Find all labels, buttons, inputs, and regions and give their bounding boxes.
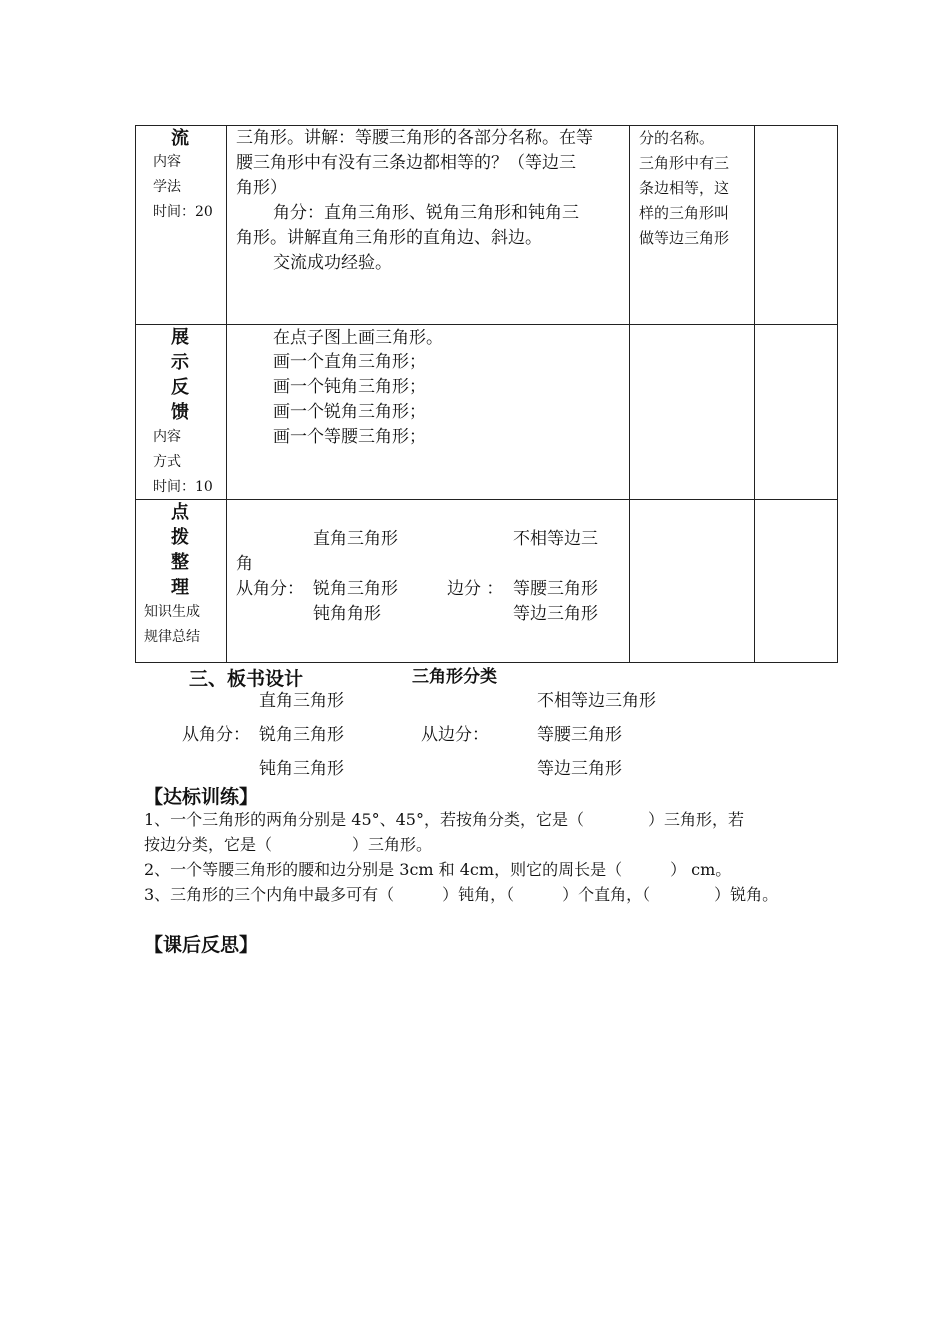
angle-type: 直角三角形 [313, 529, 398, 549]
side-type: 等腰三角形 [513, 579, 598, 599]
angle-type: 锐角三角形 [259, 725, 344, 745]
section-heading: 【达标训练】 [144, 786, 259, 808]
row-note-line: 样的三角形叫 [639, 204, 730, 222]
angle-prefix: 从角分： [236, 579, 304, 599]
row-note-line: 做等边三角形 [639, 229, 730, 247]
row-label: 拨 [171, 527, 189, 548]
table-border-right [837, 125, 838, 663]
angle-prefix: 从角分： [182, 725, 250, 745]
row-sublabel: 学法 [153, 179, 181, 195]
side-type: 等腰三角形 [537, 725, 622, 745]
row-content-line: 画一个钝角三角形； [273, 377, 426, 397]
angle-type: 锐角三角形 [313, 579, 398, 599]
side-type: 不相等边三角形 [537, 691, 656, 711]
table-column-divider [226, 125, 227, 663]
table-border-left [135, 125, 136, 663]
row-label: 馈 [171, 402, 189, 423]
table-column-divider [754, 125, 755, 663]
table-column-divider [629, 125, 630, 663]
row-label: 流 [171, 128, 189, 149]
row-content-line: 腰三角形中有没有三条边都相等的？（等边三 [236, 153, 576, 173]
angle-type: 直角三角形 [259, 691, 344, 711]
row-note-line: 条边相等，这 [639, 179, 730, 197]
row-sublabel: 时间：20 [153, 204, 213, 220]
row-label: 理 [171, 577, 189, 598]
row-sublabel: 内容 [153, 154, 181, 170]
angle-wrap: 角 [236, 554, 253, 574]
board-title: 三角形分类 [412, 667, 497, 687]
practice-line: 3、三角形的三个内角中最多可有（ ）钝角，（ ）个直角，（ ）锐角。 [144, 885, 779, 904]
row-sublabel: 时间：10 [153, 479, 213, 495]
row-content-line: 角分：直角三角形、锐角三角形和钝角三 [273, 203, 579, 223]
angle-type: 钝角角形 [313, 604, 381, 624]
table-border-bottom [135, 662, 837, 663]
row-label: 展 [171, 327, 189, 348]
row-label: 整 [171, 552, 189, 573]
side-prefix: 边分 ： [447, 579, 504, 599]
row-sublabel: 规律总结 [144, 629, 200, 645]
row-content-line: 交流成功经验。 [273, 253, 392, 273]
row-content-line: 画一个等腰三角形； [273, 427, 426, 447]
row-note-line: 分的名称。 [639, 129, 715, 147]
practice-line: 1、一个三角形的两角分别是 45°、45°，若按角分类，它是（ ）三角形，若 [144, 810, 744, 829]
row-sublabel: 内容 [153, 429, 181, 445]
row-content-line: 画一个直角三角形； [273, 352, 426, 372]
table-row-divider [135, 499, 837, 500]
row-content-line: 在点子图上画三角形。 [273, 328, 443, 348]
side-type: 等边三角形 [513, 604, 598, 624]
row-content-line: 角形） [236, 178, 287, 198]
practice-line: 2、一个等腰三角形的腰和边分别是 3cm 和 4cm，则它的周长是（ ） cm。 [144, 860, 732, 879]
practice-line: 按边分类，它是（ ）三角形。 [144, 835, 433, 854]
table-row-divider [135, 324, 837, 325]
row-content-line: 画一个锐角三角形； [273, 402, 426, 422]
side-prefix: 从边分： [421, 725, 489, 745]
section-heading: 三、板书设计 [189, 668, 304, 690]
row-content-line: 角形。讲解直角三角形的直角边、斜边。 [236, 228, 542, 248]
row-label: 反 [171, 377, 189, 398]
side-type: 等边三角形 [537, 759, 622, 779]
side-type: 不相等边三 [513, 529, 598, 549]
row-sublabel: 方式 [153, 454, 181, 470]
row-label: 点 [171, 502, 189, 523]
row-note-line: 三角形中有三 [639, 154, 730, 172]
angle-type: 钝角三角形 [259, 759, 344, 779]
row-label: 示 [171, 352, 189, 373]
section-heading: 【课后反思】 [144, 934, 259, 956]
row-sublabel: 知识生成 [144, 604, 200, 620]
row-content-line: 三角形。讲解：等腰三角形的各部分名称。在等 [236, 128, 593, 148]
